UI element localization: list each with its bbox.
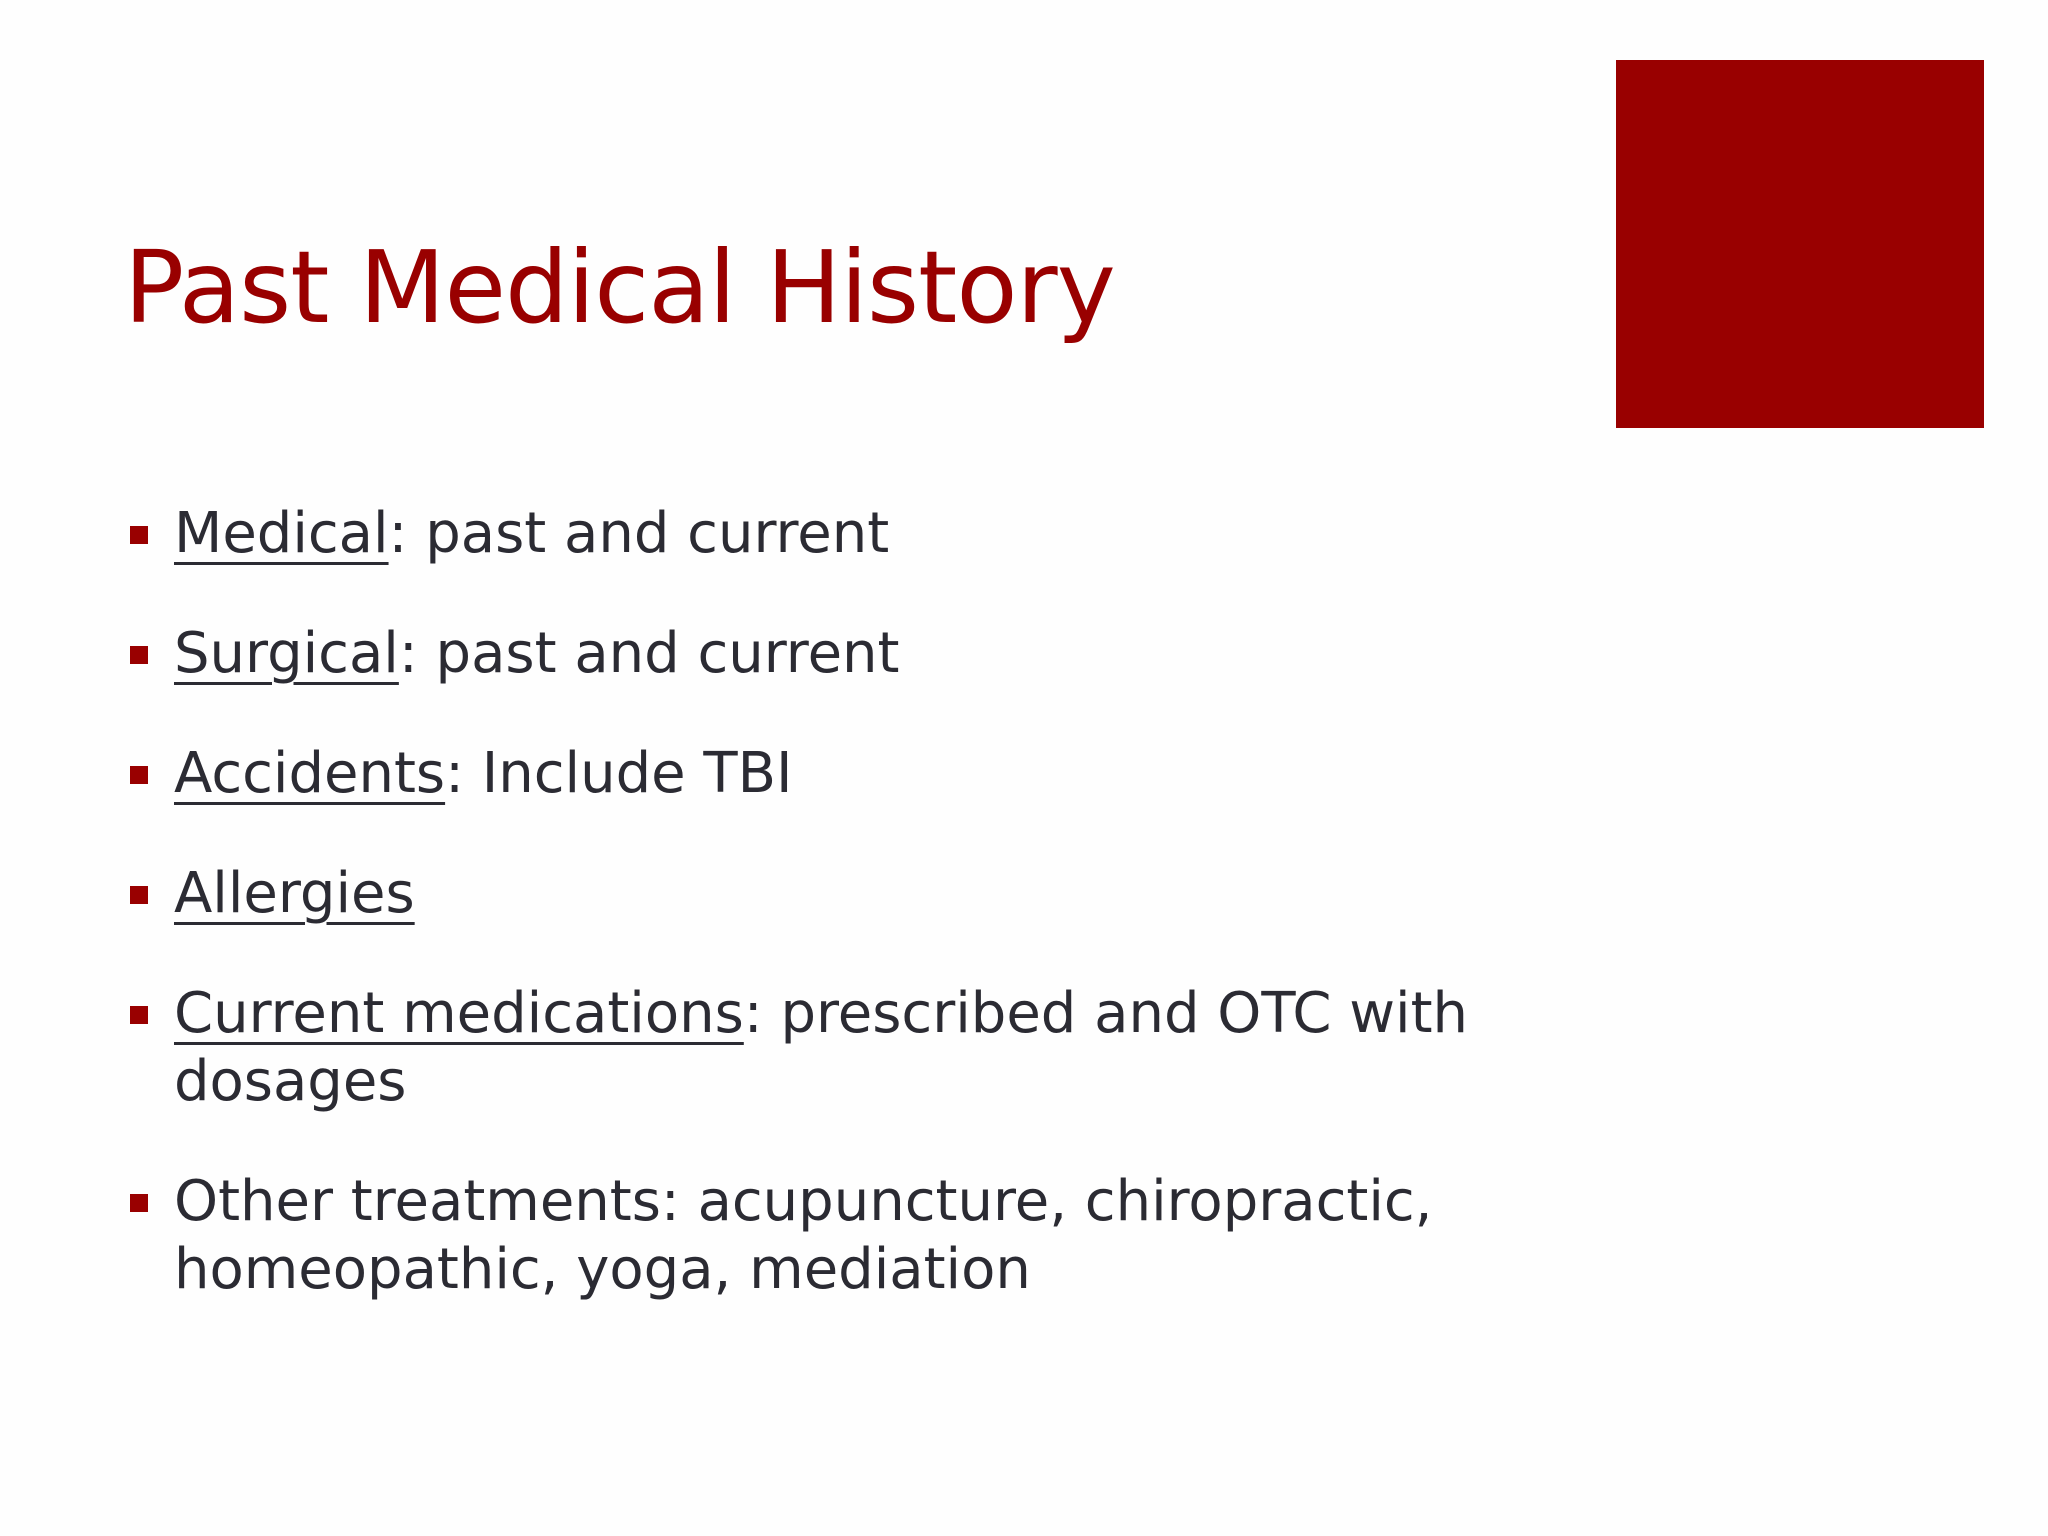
bullet-item-current-medications: [124, 980, 1524, 1116]
square-bullet-icon: [130, 886, 148, 904]
bullet-text: : past and current: [398, 621, 900, 686]
square-bullet-icon: [130, 1194, 148, 1212]
bullet-item-allergies: [124, 860, 1524, 928]
accent-square: [1616, 60, 1984, 428]
bullet-item-surgical: [124, 620, 1524, 688]
square-bullet-icon: [130, 526, 148, 544]
bullet-term: Surgical: [174, 621, 399, 686]
bullet-text: Other treatments: acupuncture, chiropractic, homeopathic, yoga, mediation: [174, 1169, 1433, 1302]
bullet-item-medical: [124, 500, 1524, 568]
bullet-term: Current medications: [174, 981, 744, 1046]
bullet-list: [124, 500, 1524, 1356]
bullet-term: Medical: [174, 501, 389, 566]
bullet-term: Allergies: [174, 861, 415, 926]
square-bullet-icon: [130, 646, 148, 664]
square-bullet-icon: [130, 1006, 148, 1024]
square-bullet-icon: [130, 766, 148, 784]
bullet-term: Accidents: [174, 741, 446, 806]
bullet-text: : Include TBI: [445, 741, 793, 806]
bullet-text: : prescribed and OTC with dosages: [174, 981, 1469, 1114]
slide-title: Past Medical History: [124, 229, 1115, 346]
bullet-item-other-treatments: [124, 1168, 1524, 1304]
bullet-item-accidents: [124, 740, 1524, 808]
bullet-text: : past and current: [388, 501, 890, 566]
